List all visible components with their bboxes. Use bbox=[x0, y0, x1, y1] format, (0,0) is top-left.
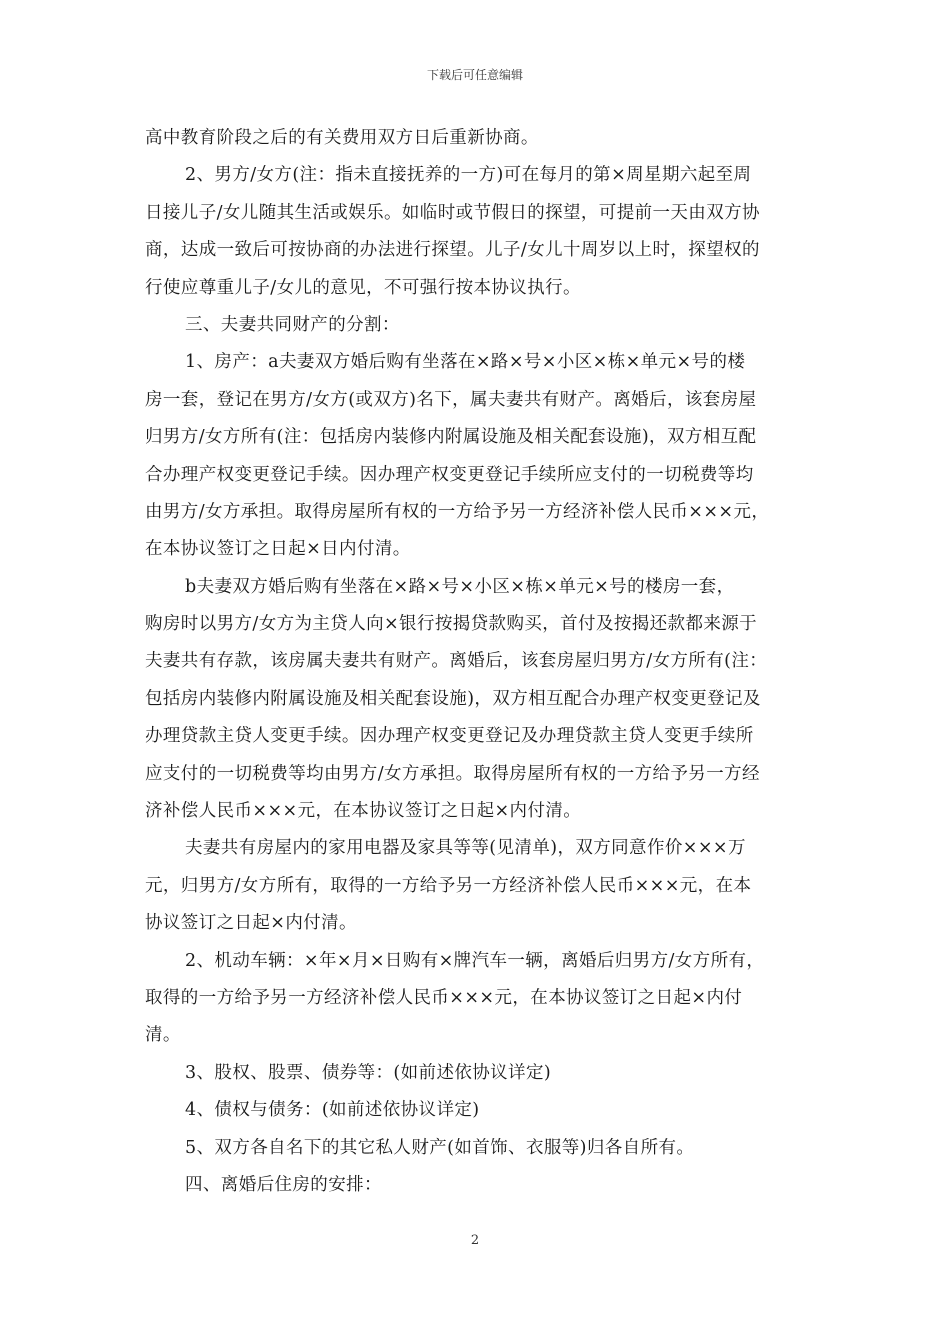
text-line: 4、债权与债务：(如前述依协议详定) bbox=[185, 1100, 480, 1121]
text-line: 夫妻共有房屋内的家用电器及家具等等(见清单)，双方同意作价×××万 bbox=[185, 838, 746, 859]
text-line: 包括房内装修内附属设施及相关配套设施)，双方相互配合办理产权变更登记及 bbox=[145, 688, 761, 709]
page-number: 2 bbox=[470, 1233, 480, 1248]
text-line: 协议签订之日起×内付清。 bbox=[145, 913, 357, 934]
text-line: 归男方/女方所有(注：包括房内装修内附属设施及相关配套设施)，双方相互配 bbox=[145, 427, 757, 448]
text-line: 济补偿人民币×××元，在本协议签订之日起×内付清。 bbox=[145, 801, 582, 822]
text-line: 高中教育阶段之后的有关费用双方日后重新协商。 bbox=[145, 128, 539, 148]
text-line: 三、夫妻共同财产的分割： bbox=[185, 314, 400, 335]
text-line: 2、机动车辆：×年×月×日购有×牌汽车一辆，离婚后归男方/女方所有， bbox=[185, 950, 765, 971]
text-line: b夫妻双方婚后购有坐落在×路×号×小区×栋×单元×号的楼房一套， bbox=[185, 576, 735, 597]
text-line: 3、股权、股票、债券等：(如前述依协议详定) bbox=[185, 1062, 552, 1083]
text-line: 1、房产：a夫妻双方婚后购有坐落在×路×号×小区×栋×单元×号的楼 bbox=[185, 352, 746, 373]
text-line: 行使应尊重儿子/女儿的意见，不可强行按本协议执行。 bbox=[145, 277, 581, 298]
text-line: 清。 bbox=[145, 1025, 181, 1046]
text-line: 应支付的一切税费等均由男方/女方承担。取得房屋所有权的一方给予另一方经 bbox=[145, 763, 760, 784]
text-line: 在本协议签订之日起×日内付清。 bbox=[145, 539, 411, 560]
text-line: 5、双方各自名下的其它私人财产(如首饰、衣服等)归各自所有。 bbox=[185, 1137, 695, 1158]
page-header: 下载后可任意编辑 bbox=[426, 68, 523, 82]
document-body bbox=[145, 120, 820, 1204]
text-line: 商，达成一致后可按协商的办法进行探望。儿子/女儿十周岁以上时，探望权的 bbox=[145, 240, 760, 261]
text-line: 夫妻共有存款，该房属夫妻共有财产。离婚后，该套房屋归男方/女方所有(注： bbox=[145, 651, 768, 672]
text-line: 办理贷款主贷人变更手续。因办理产权变更登记及办理贷款主贷人变更手续所 bbox=[145, 726, 754, 747]
text-line: 2、男方/女方(注：指未直接抚养的一方)可在每月的第×周星期六起至周 bbox=[185, 165, 752, 186]
text-line: 四、离婚后住房的安排： bbox=[185, 1174, 382, 1195]
text-line: 日接儿子/女儿随其生活或娱乐。如临时或节假日的探望，可提前一天由双方协 bbox=[145, 202, 760, 223]
text-line: 取得的一方给予另一方经济补偿人民币×××元，在本协议签订之日起×内付 bbox=[145, 987, 743, 1008]
text-line: 合办理产权变更登记手续。因办理产权变更登记手续所应支付的一切税费等均 bbox=[145, 464, 754, 485]
text-line: 房一套，登记在男方/女方(或双方)名下，属夫妻共有财产。离婚后，该套房屋 bbox=[145, 389, 757, 410]
text-line: 由男方/女方承担。取得房屋所有权的一方给予另一方经济补偿人民币×××元， bbox=[145, 501, 770, 522]
text-line: 元，归男方/女方所有，取得的一方给予另一方经济补偿人民币×××元，在本 bbox=[145, 875, 752, 896]
text-line: 购房时以男方/女方为主贷人向×银行按揭贷款购买，首付及按揭还款都来源于 bbox=[145, 614, 758, 635]
